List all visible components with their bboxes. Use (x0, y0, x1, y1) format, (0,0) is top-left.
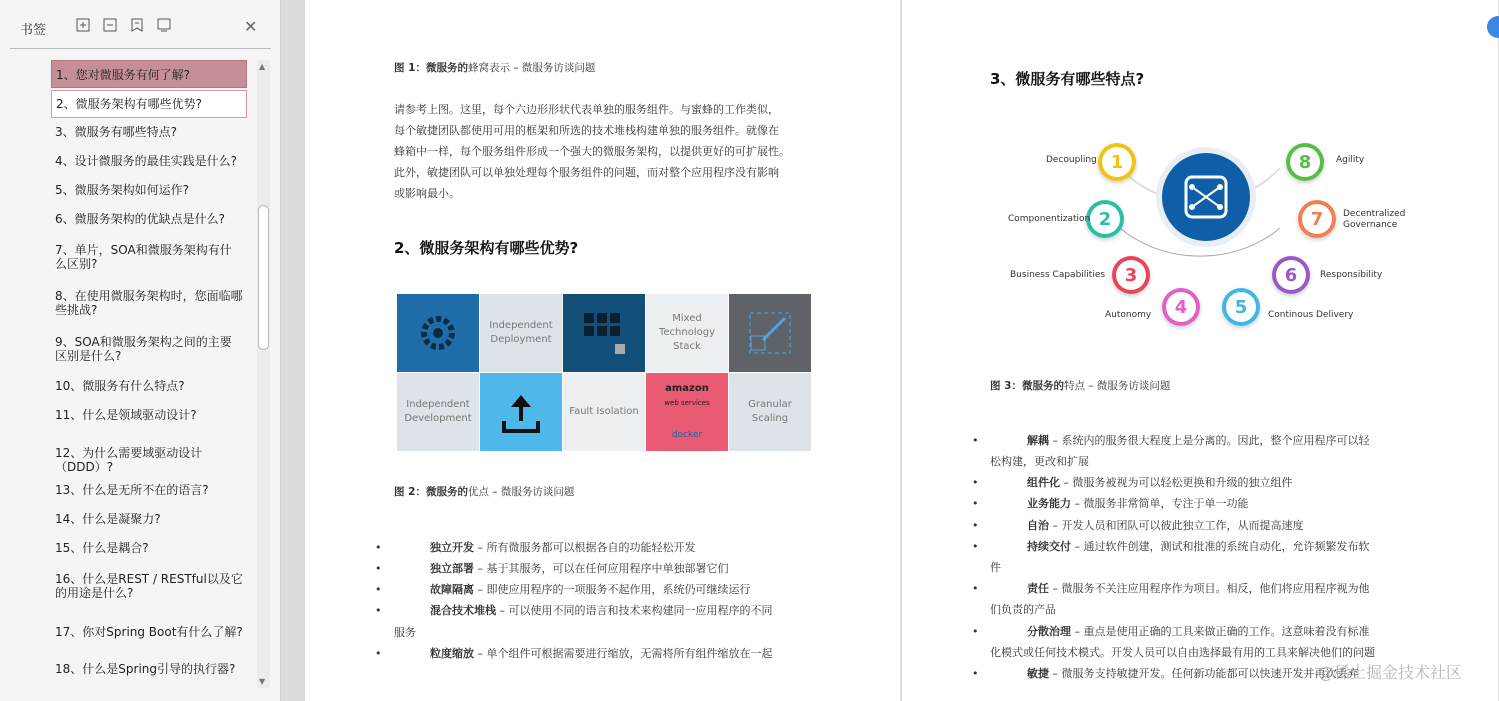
bullet-icon: • (972, 625, 979, 638)
grid-icon (563, 294, 645, 372)
bullet-icon: • (972, 667, 979, 680)
upload-icon (480, 373, 562, 451)
bullet-icon: • (972, 434, 979, 447)
caption-bold: 图 2：微服务的 (394, 486, 468, 498)
expand-arrow-icon (729, 294, 811, 372)
section-heading: 2、微服务架构有哪些优势? (394, 239, 579, 257)
feature-4-icon: 4 (1162, 288, 1200, 326)
list-term: 业务能力 (1027, 497, 1071, 510)
list-text: – 系统内的服务很大程度上是分离的。因此，整个应用程序可以轻 (1049, 434, 1370, 447)
paragraph-line: 请参考上图。这里，每个六边形形状代表单独的服务组件。与蜜蜂的工作类似， (394, 103, 779, 116)
list-item (972, 430, 1412, 451)
list-item-continuation: 服务 (394, 626, 416, 639)
webservices-logo: web services (664, 399, 710, 407)
list-term: 粒度缩放 (430, 647, 474, 660)
list-term: 自治 (1027, 519, 1049, 532)
collapse-all-icon[interactable] (102, 18, 118, 34)
bookmark-item[interactable]: 17、你对Spring Boot有什么了解? (55, 625, 243, 639)
list-item (375, 558, 815, 579)
list-item (375, 643, 835, 664)
list-text: – 重点是使用正确的工具来做正确的工作。这意味着没有标准 (1071, 625, 1370, 638)
list-item-continuation: 件 (990, 561, 1001, 574)
bullet-icon: • (972, 519, 979, 532)
scroll-thumb[interactable] (258, 205, 269, 350)
feature-label: Continous Delivery (1268, 310, 1354, 320)
list-term: 分散治理 (1027, 625, 1071, 638)
bookmark-item[interactable]: 15、什么是耦合? (55, 541, 149, 555)
paragraph-line: 蜂箱中一样，每个服务组件形成一个强大的微服务架构，以提供更好的可扩展性。 (394, 145, 790, 158)
feature-label: Componentization (1008, 214, 1091, 224)
feature-6-icon: 6 (1272, 256, 1310, 294)
independent-development-tile: Independent Development (397, 373, 479, 451)
feature-label: Decoupling (1046, 155, 1097, 165)
list-text: – 通过软件创建，测试和批准的系统自动化，允许频繁发布软 (1071, 540, 1370, 553)
bookmark-item[interactable]: 6、微服务架构的优缺点是什么? (55, 212, 226, 226)
list-item (375, 600, 815, 621)
list-text: – 微服务不关注应用程序作为项目。相反，他们将应用程序视为他 (1049, 582, 1370, 595)
paragraph-line: 此外，敏捷团队可以单独处理每个服务组件的问题，而对整个应用程序没有影响 (394, 166, 779, 179)
mixed-technology-stack-tile: Mixed Technology Stack (646, 294, 728, 372)
caption-text: 优点 – 微服务访谈问题 (467, 486, 575, 498)
list-text: – 微服务支持敏捷开发。任何新功能都可以快速开发并再次丢弃 (1049, 667, 1359, 680)
list-term: 敏捷 (1027, 667, 1049, 680)
close-icon[interactable]: ✕ (244, 17, 258, 36)
bullet-icon: • (375, 647, 382, 660)
list-term: 解耦 (1027, 434, 1049, 447)
document-page-right (902, 0, 1498, 701)
document-page-left (305, 0, 900, 701)
figure-2-caption (394, 484, 574, 499)
bookmarks-panel (0, 0, 281, 701)
list-text: – 开发人员和团队可以彼此独立工作，从而提高速度 (1049, 519, 1304, 532)
list-term: 组件化 (1027, 476, 1060, 489)
bookmark-item[interactable]: 12、为什么需要域驱动设计（DDD）? (55, 446, 203, 474)
feature-label: Agility (1336, 155, 1365, 165)
bookmark-item[interactable]: 13、什么是无所不在的语言? (55, 483, 209, 497)
bookmark-list (50, 60, 258, 690)
feature-1-icon: 1 (1098, 143, 1136, 181)
feature-3-icon: 3 (1112, 256, 1150, 294)
bookmark-item[interactable]: 18、什么是Spring引导的执行器? (55, 662, 236, 676)
bookmark-item[interactable]: 4、设计微服务的最佳实践是什么? (55, 154, 238, 168)
granular-scaling-tile: Granular Scaling (729, 373, 811, 451)
list-item (375, 579, 815, 600)
list-text: – 可以使用不同的语言和技术来构建同一应用程序的不同 (496, 604, 773, 617)
list-text: – 微服务非常简单，专注于单一功能 (1071, 497, 1249, 510)
list-term: 持续交付 (1027, 540, 1071, 553)
list-item (375, 537, 815, 558)
figure-2-advantages (397, 294, 807, 450)
bookmark-item[interactable]: 5、微服务架构如何运作? (55, 183, 190, 197)
gear-icon (397, 294, 479, 372)
bookmark-item[interactable]: 3、微服务有哪些特点? (55, 125, 178, 139)
feature-5-icon: 5 (1222, 288, 1260, 326)
microservices-hub-icon (1162, 153, 1250, 241)
list-term: 独立开发 (430, 541, 474, 554)
bookmark-item[interactable]: 8、在使用微服务架构时，您面临哪些挑战? (55, 289, 243, 317)
fault-isolation-tile: Fault Isolation (563, 373, 645, 451)
list-item (972, 536, 1412, 557)
bookmark-item[interactable]: 10、微服务有什么特点? (55, 379, 185, 393)
bookmark-scrollbar[interactable] (257, 60, 270, 688)
expand-all-icon[interactable] (75, 18, 91, 34)
caption-text: 特点 – 微服务访谈问题 (1063, 380, 1171, 392)
add-bookmark-icon[interactable] (129, 18, 145, 34)
bookmark-item[interactable]: 1、您对微服务有何了解? (51, 60, 247, 88)
bullet-icon: • (972, 582, 979, 595)
list-term: 混合技术堆栈 (430, 604, 496, 617)
list-item-continuation: 松构建，更改和扩展 (990, 455, 1089, 468)
list-item (972, 493, 1412, 514)
bookmarks-header (0, 0, 280, 50)
list-text: – 单个组件可根据需要进行缩放，无需将所有组件缩放在一起 (474, 647, 773, 660)
list-item (972, 621, 1412, 642)
feature-label: Decentralized Governance (1343, 209, 1406, 230)
bookmark-item[interactable]: 11、什么是领域驱动设计? (55, 408, 197, 422)
list-item-continuation: 们负责的产品 (990, 603, 1056, 616)
bookmarks-title: 书签 (20, 23, 47, 38)
caption-bold: 图 3：微服务的 (990, 380, 1064, 392)
scroll-up-icon[interactable]: ▲ (259, 62, 266, 71)
bookmark-item[interactable]: 16、什么是REST / RESTful以及它的用途是什么? (55, 572, 243, 600)
list-text: – 微服务被视为可以轻松更换和升级的独立组件 (1060, 476, 1293, 489)
paragraph (394, 99, 814, 204)
bullet-icon: • (375, 583, 382, 596)
feature-2-icon: 2 (1086, 200, 1124, 238)
list-term: 故障隔离 (430, 583, 474, 596)
bullet-icon: • (375, 541, 382, 554)
bookmark-item[interactable]: 9、SOA和微服务架构之间的主要区别是什么? (55, 335, 232, 363)
caption-text: 蜂窝表示 – 微服务访谈问题 (467, 62, 596, 74)
feature-8-icon: 8 (1286, 143, 1324, 181)
independent-deployment-tile: Independent Deployment (480, 294, 562, 372)
feature-label: Autonomy (1105, 310, 1152, 320)
tech-logos-tile (646, 373, 728, 451)
bookmark-item[interactable]: 14、什么是凝聚力? (55, 512, 161, 526)
paragraph-line: 或影响最小。 (394, 187, 460, 200)
list-text: – 基于其服务，可以在任何应用程序中单独部署它们 (474, 562, 729, 575)
list-term: 独立部署 (430, 562, 474, 575)
bookmark-options-icon[interactable] (156, 18, 172, 34)
feature-7-icon: 7 (1298, 200, 1336, 238)
list-term: 责任 (1027, 582, 1049, 595)
list-item (972, 515, 1412, 536)
bookmark-item[interactable]: 7、单片，SOA和微服务架构有什么区别? (55, 243, 232, 271)
bullet-icon: • (972, 476, 979, 489)
figure-3-caption (990, 378, 1170, 393)
amazon-logo: amazon (665, 383, 709, 394)
list-item-continuation: 化模式或任何技术模式。开发人员可以自由选择最有用的工具来解决他们的问题 (990, 646, 1375, 659)
bullet-icon: • (375, 604, 382, 617)
list-item (972, 578, 1412, 599)
list-text: – 所有微服务都可以根据各自的功能轻松开发 (474, 541, 696, 554)
list-text: – 即使应用程序的一项服务不起作用，系统仍可继续运行 (474, 583, 751, 596)
bookmark-item[interactable]: 2、微服务架构有哪些优势? (51, 90, 247, 118)
list-item (972, 472, 1412, 493)
bullet-icon: • (972, 540, 979, 553)
paragraph-line: 每个敏捷团队都使用可用的框架和所选的技术堆栈构建单独的服务组件。就像在 (394, 124, 779, 137)
divider (10, 48, 271, 49)
bullet-icon: • (375, 562, 382, 575)
bullet-icon: • (972, 497, 979, 510)
caption-bold: 图 1：微服务的 (394, 62, 468, 74)
watermark: @稀土掘金技术社区 (1318, 663, 1463, 682)
docker-logo: docker (671, 430, 703, 440)
figure-1-caption (394, 60, 595, 75)
scroll-down-icon[interactable]: ▼ (259, 677, 266, 686)
feature-label: Business Capabilities (1010, 270, 1106, 280)
feature-label: Responsibility (1320, 270, 1383, 280)
section-heading: 3、微服务有哪些特点? (990, 70, 1145, 88)
figure-3-characteristics (990, 128, 1410, 348)
